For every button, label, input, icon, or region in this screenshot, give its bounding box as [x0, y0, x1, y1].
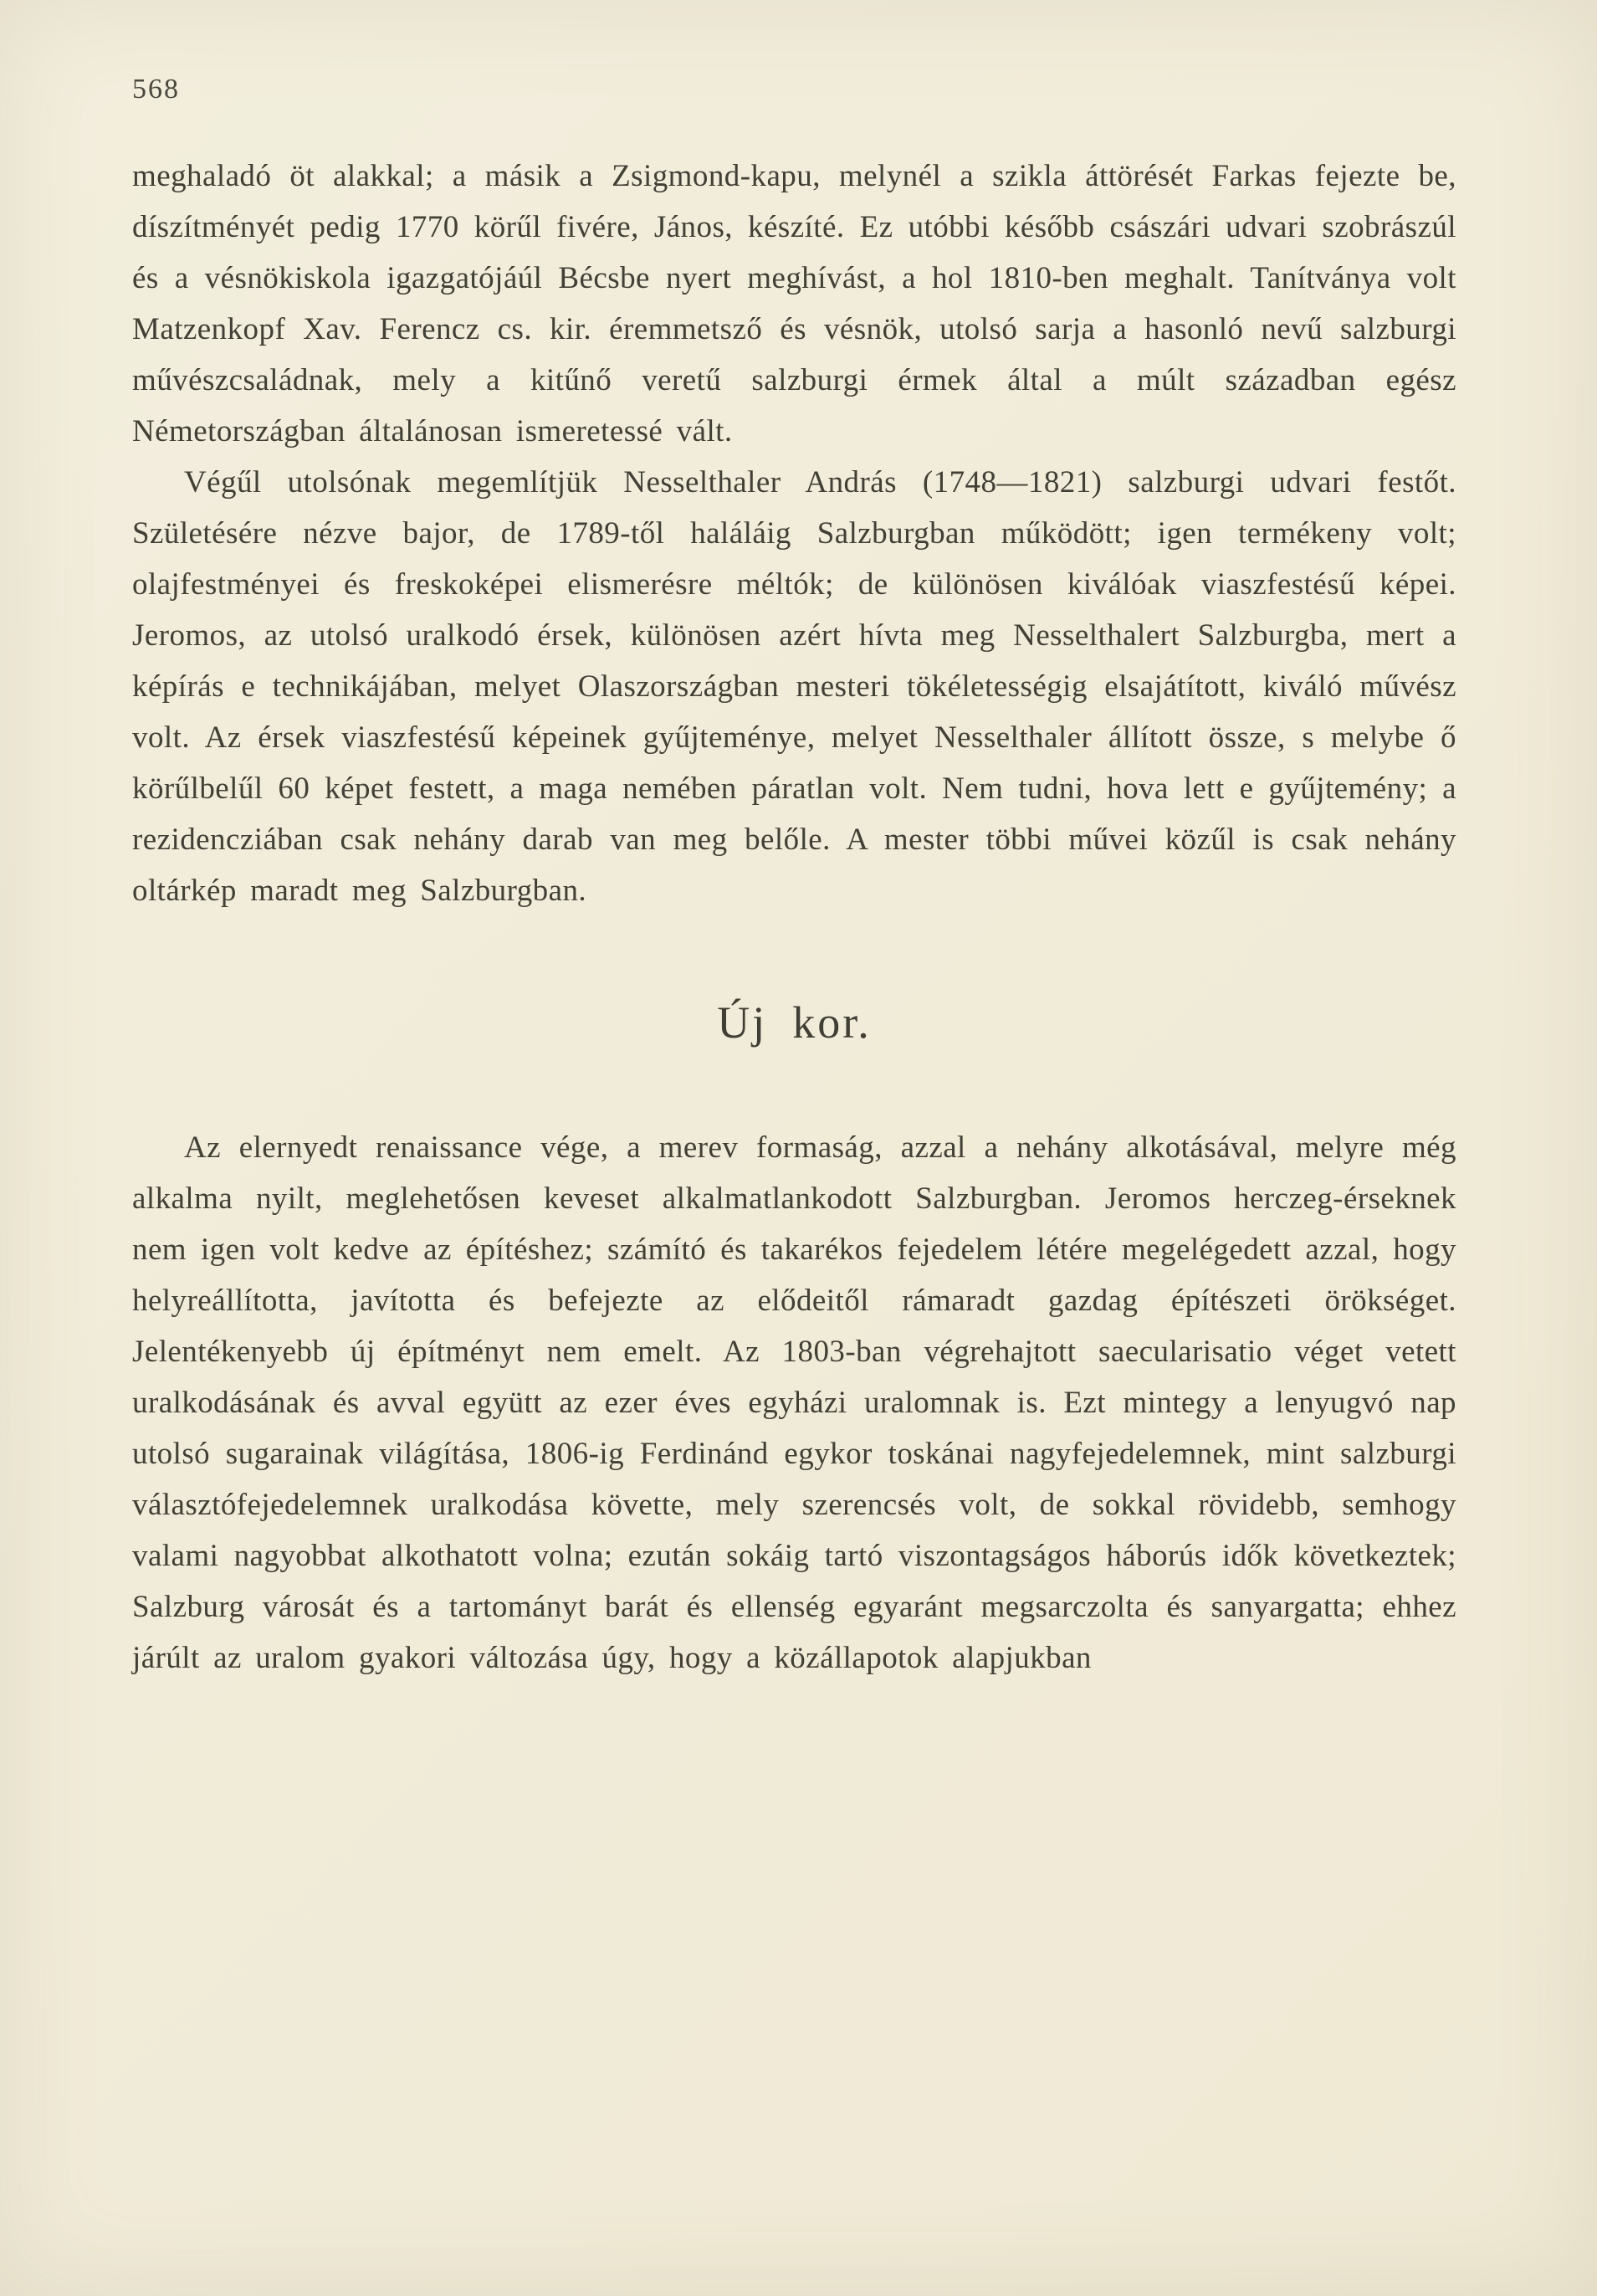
page-number: 568	[132, 74, 180, 105]
paragraph-nesselthaler: Végűl utolsónak megemlítjük Nesselthaler András (1748—1821) salzburgi udvari festőt. Születésére nézve bajor, de 1789-től haláláig Salzburgban működött; igen termékeny volt; olajfestményei és freskoképei elismerésre méltók; de különösen kiválóak viaszfestésű képei. Jeromos, az utolsó uralkodó érsek, különösen azért hívta meg Nesselthalert Salzburgba, mert a képírás e technikájában, melyet Olaszországban mesteri tökéletességig elsajátított, kiváló művész volt. Az érsek viaszfestésű képeinek gyűjteménye, melyet Nesselthaler állított össze, s melybe ő körűlbelűl 60 képet festett, a maga nemében páratlan volt. Nem tudni, hova lett e gyűjtemény; a rezidencziában csak nehány darab van meg belőle. A mester többi művei közűl is csak nehány oltárkép maradt meg Salzburgban.	[132, 465, 1456, 908]
paragraph-new-era: Az elernyedt renaissance vége, a merev formaság, azzal a nehány alkotásával, melyre még alkalma nyilt, meglehetősen keveset alkalmatlankodott Salzburgban. Jeromos herczeg-érseknek nem igen volt kedve az építéshez; számító és takarékos fejedelem létére megelégedett azzal, hogy helyreállította, javította és befejezte az elődeitől rámaradt gazdag építészeti örökséget. Jelentékenyebb új építményt nem emelt. Az 1803-ban végrehajtott saecularisatio véget vetett uralkodásának és avval együtt az ezer éves egyházi uralomnak is. Ezt mintegy a lenyugvó nap utolsó sugarainak világítása, 1806-ig Ferdinánd egykor toskánai nagyfejedelemnek, mint salzburgi választófejedelemnek uralkodása követte, mely szerencsés volt, de sokkal rövidebb, semhogy valami nagyobbat alkothatott volna; ezután sokáig tartó viszontagságos háborús idők következtek; Salzburg városát és a tartományt barát és ellenség egyaránt megsarczolta és sanyargatta; ehhez járúlt az uralom gyakori változása úgy, hogy a közállapotok alapjukban	[132, 1130, 1456, 1675]
section-heading: Új kor.	[717, 997, 872, 1048]
paragraph-continuation: meghaladó öt alakkal; a másik a Zsigmond-kapu, melynél a szikla áttörését Farkas fejezte be, díszítményét pedig 1770 körűl fivére, János, készíté. Ez utóbbi később császári udvari szobrászúl és a vésnökiskola igazgatójáúl Bécsbe nyert meghívást, a hol 1810-ben meghalt. Tanítványa volt Matzenkopf Xav. Ferencz cs. kir. éremmetsző és vésnök, utolsó sarja a hasonló nevű salzburgi művészcsaládnak, mely a kitűnő veretű salzburgi érmek által a múlt században egész Németországban általánosan ismeretessé vált.	[132, 159, 1456, 448]
